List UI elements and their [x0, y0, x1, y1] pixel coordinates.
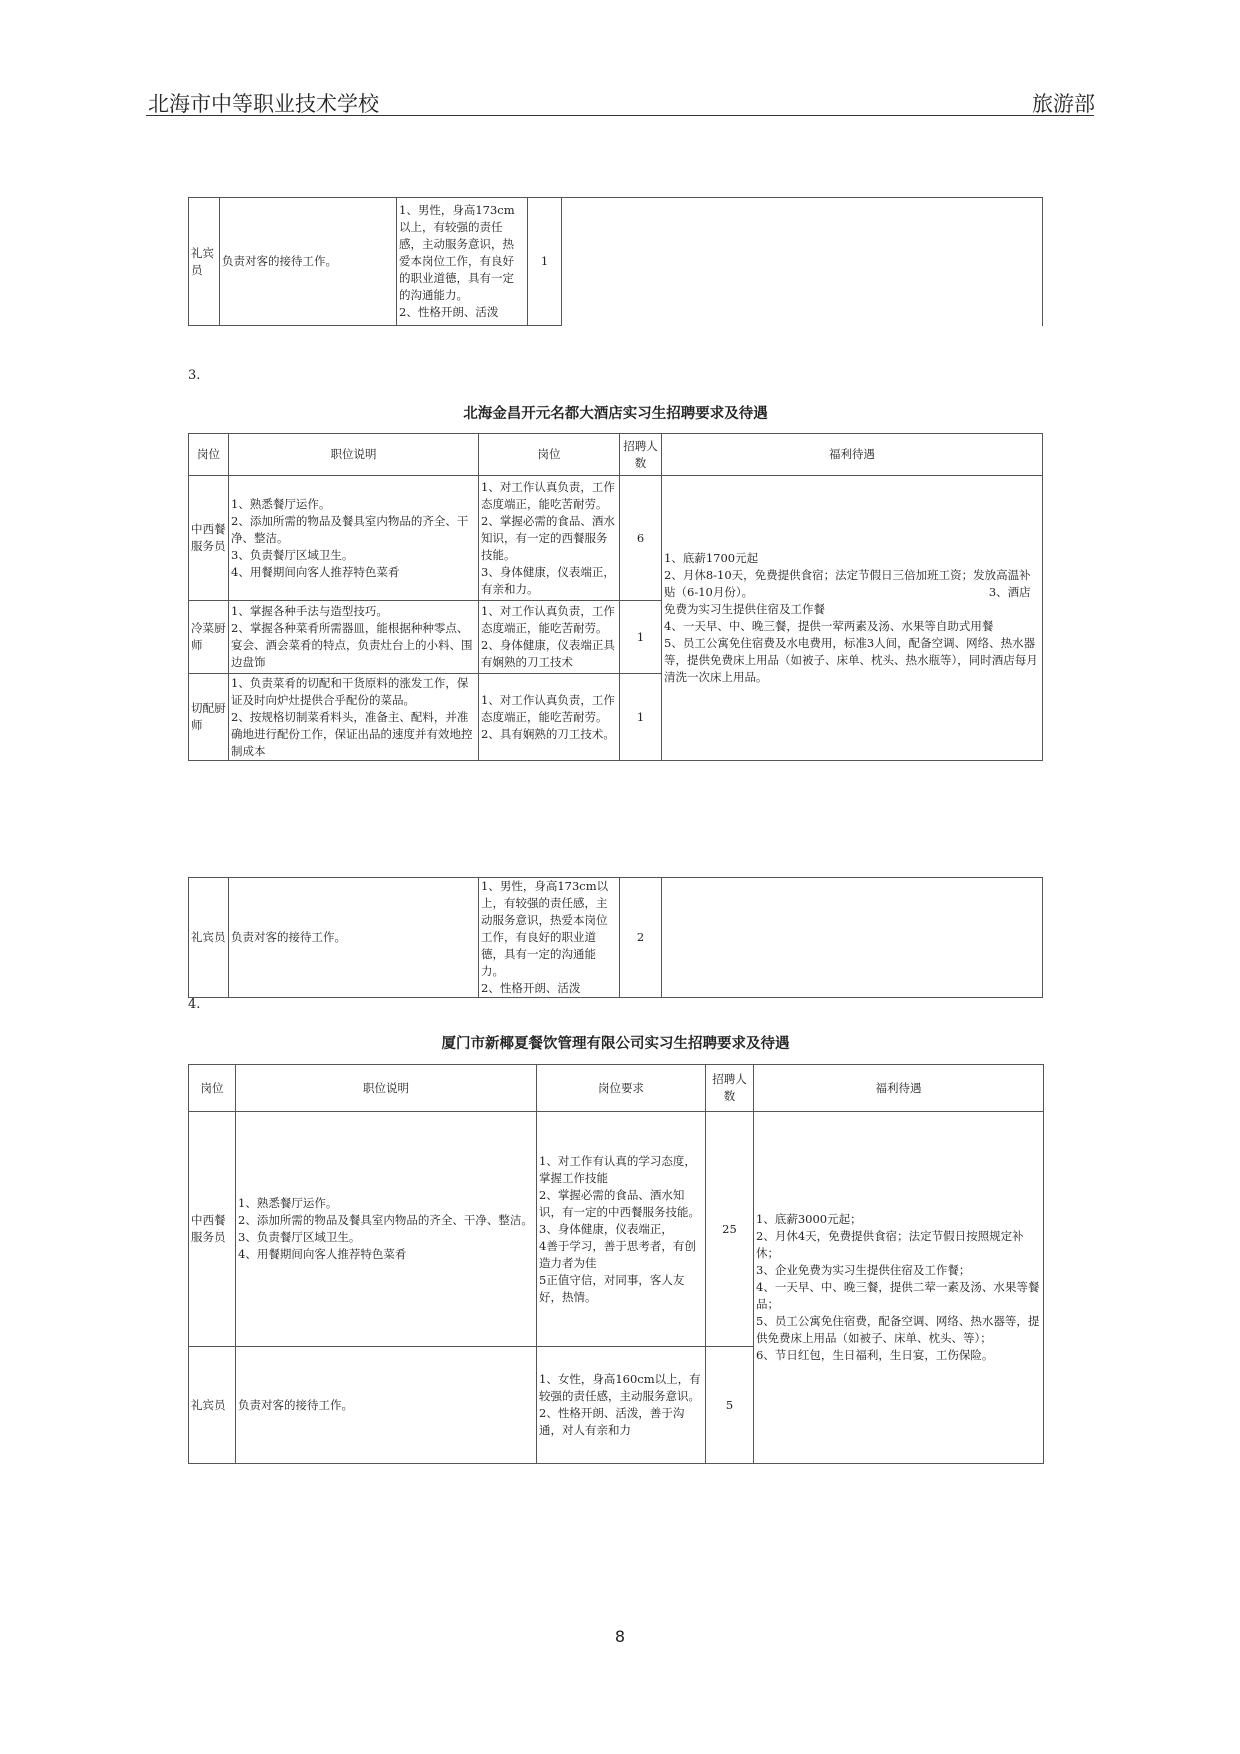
section-title: 北海金昌开元名都大酒店实习生招聘要求及待遇	[463, 406, 768, 422]
table-section3	[188, 433, 1043, 761]
column-header: 岗位	[189, 1065, 236, 1112]
column-header: 福利待遇	[662, 434, 1043, 476]
requirements-cell: 1、对工作认真负责，工作态度端正，能吃苦耐劳。 2、身体健康，仪表端正具有娴熟的刀工技术	[479, 601, 620, 674]
requirements-cell: 1、对工作认真负责，工作态度端正，能吃苦耐劳。 2、具有娴熟的刀工技术。	[479, 674, 620, 761]
table-row	[189, 878, 1043, 998]
count-cell: 1	[620, 601, 662, 674]
benefits-cell	[662, 878, 1043, 998]
header-divider	[146, 115, 1094, 116]
benefits-cell: 1、底薪1700元起 2、月休8-10天，免费提供食宿；法定节假日三倍加班工资；发放高温补贴（6-10月份）。 3、酒店免费为实习生提供住宿及工作餐 4、一天早、中、晚三餐，提供一荤两素及汤、水果等自助式用餐 5、员工公寓免住宿费及水电费用，标准3人间，配备空调、网络、热水器等，提供免费床上用品（如被子、床单、枕头、热水瓶等），同时酒店每月清洗一次床上用品。	[662, 476, 1043, 761]
position-cell: 礼宾员	[189, 1347, 236, 1464]
count-cell: 5	[706, 1347, 754, 1464]
description-cell: 负责对客的接待工作。	[220, 198, 397, 326]
position-cell: 中西餐服务员	[189, 476, 229, 601]
column-header: 岗位	[189, 434, 229, 476]
position-cell: 礼宾员	[189, 198, 220, 326]
position-cell: 冷菜厨师	[189, 601, 229, 674]
requirements-cell: 1、对工作认真负责，工作态度端正，能吃苦耐劳。 2、掌握必需的食品、酒水知识，有一定的西餐服务技能。 3、身体健康，仪表端正，有亲和力。	[479, 476, 620, 601]
table-row	[189, 198, 1043, 326]
column-header: 岗位	[479, 434, 620, 476]
description-cell: 1、熟悉餐厅运作。 2、添加所需的物品及餐具室内物品的齐全、干净、整洁。 3、负责餐厅区域卫生。 4、用餐期间向客人推荐特色菜肴	[236, 1112, 537, 1347]
requirements-cell: 1、男性，身高173cm以上，有较强的责任感，主动服务意识，热爱本岗位工作，有良好的职业道德，具有一定的沟通能力。 2、性格开朗、活泼	[397, 198, 528, 326]
page-number: 8	[614, 1627, 626, 1646]
table-header-row	[189, 434, 1043, 476]
position-cell: 礼宾员	[189, 878, 229, 998]
count-cell: 25	[706, 1112, 754, 1347]
count-cell: 1	[528, 198, 562, 326]
column-header: 岗位要求	[537, 1065, 706, 1112]
section-number: 4.	[188, 997, 201, 1012]
description-cell: 负责对客的接待工作。	[229, 878, 479, 998]
table-section4	[188, 1064, 1044, 1464]
section-number: 3.	[188, 368, 201, 383]
position-cell: 切配厨师	[189, 674, 229, 761]
benefits-cell	[562, 198, 1043, 326]
table-row	[189, 476, 1043, 601]
benefits-cell: 1、底薪3000元起； 2、月休4天，免费提供食宿；法定节假日按照规定补休； 3、企业免费为实习生提供住宿及工作餐； 4、一天早、中、晚三餐，提供二荤一素及汤、水果等餐品； 5、员工公寓免住宿费，配备空调、网络、热水器等，提供免费床上用品（如被子、床单、枕头、等）； 6、节日红包，生日福利，生日宴，工伤保险。	[754, 1112, 1044, 1464]
school-name: 北海市中等职业技术学校	[148, 92, 379, 116]
column-header: 招聘人数	[620, 434, 662, 476]
position-cell: 中西餐服务员	[189, 1112, 236, 1347]
table-mid-continuation	[188, 877, 1043, 998]
section-title: 厦门市新椰夏餐饮管理有限公司实习生招聘要求及待遇	[441, 1036, 790, 1052]
department-name: 旅游部	[1032, 92, 1095, 116]
column-header: 职位说明	[229, 434, 479, 476]
description-cell: 1、掌握各种手法与造型技巧。 2、掌握各种菜肴所需器皿，能根据种种零点、宴会、酒会菜肴的特点，负责灶台上的小料、围边盘饰	[229, 601, 479, 674]
requirements-cell: 1、男性，身高173cm以上，有较强的责任感，主动服务意识，热爱本岗位工作，有良好的职业道德，具有一定的沟通能力。 2、性格开朗、活泼	[479, 878, 620, 998]
count-cell: 6	[620, 476, 662, 601]
count-cell: 1	[620, 674, 662, 761]
description-cell: 1、熟悉餐厅运作。 2、添加所需的物品及餐具室内物品的齐全、干净、整洁。 3、负责餐厅区域卫生。 4、用餐期间向客人推荐特色菜肴	[229, 476, 479, 601]
description-cell: 负责对客的接待工作。	[236, 1347, 537, 1464]
table-row	[189, 1112, 1044, 1347]
requirements-cell: 1、女性，身高160cm以上，有较强的责任感，主动服务意识。 2、性格开朗、活泼，善于沟通，对人有亲和力	[537, 1347, 706, 1464]
table-top-continuation	[188, 197, 1043, 326]
table-header-row	[189, 1065, 1044, 1112]
count-cell: 2	[620, 878, 662, 998]
description-cell: 1、负责菜肴的切配和干货原料的涨发工作，保证及时向炉灶提供合乎配份的菜品。 2、按规格切制菜肴料头，准备主、配料，并准确地进行配份工作，保证出品的速度并有效地控制成本	[229, 674, 479, 761]
column-header: 职位说明	[236, 1065, 537, 1112]
column-header: 招聘人数	[706, 1065, 754, 1112]
requirements-cell: 1、对工作有认真的学习态度，掌握工作技能 2、掌握必需的食品、酒水知识，有一定的中西餐服务技能。 3、身体健康，仪表端正， 4善于学习，善于思考者，有创造力者为佳 5正值守信，对同事，客人友好，热情。	[537, 1112, 706, 1347]
column-header: 福利待遇	[754, 1065, 1044, 1112]
